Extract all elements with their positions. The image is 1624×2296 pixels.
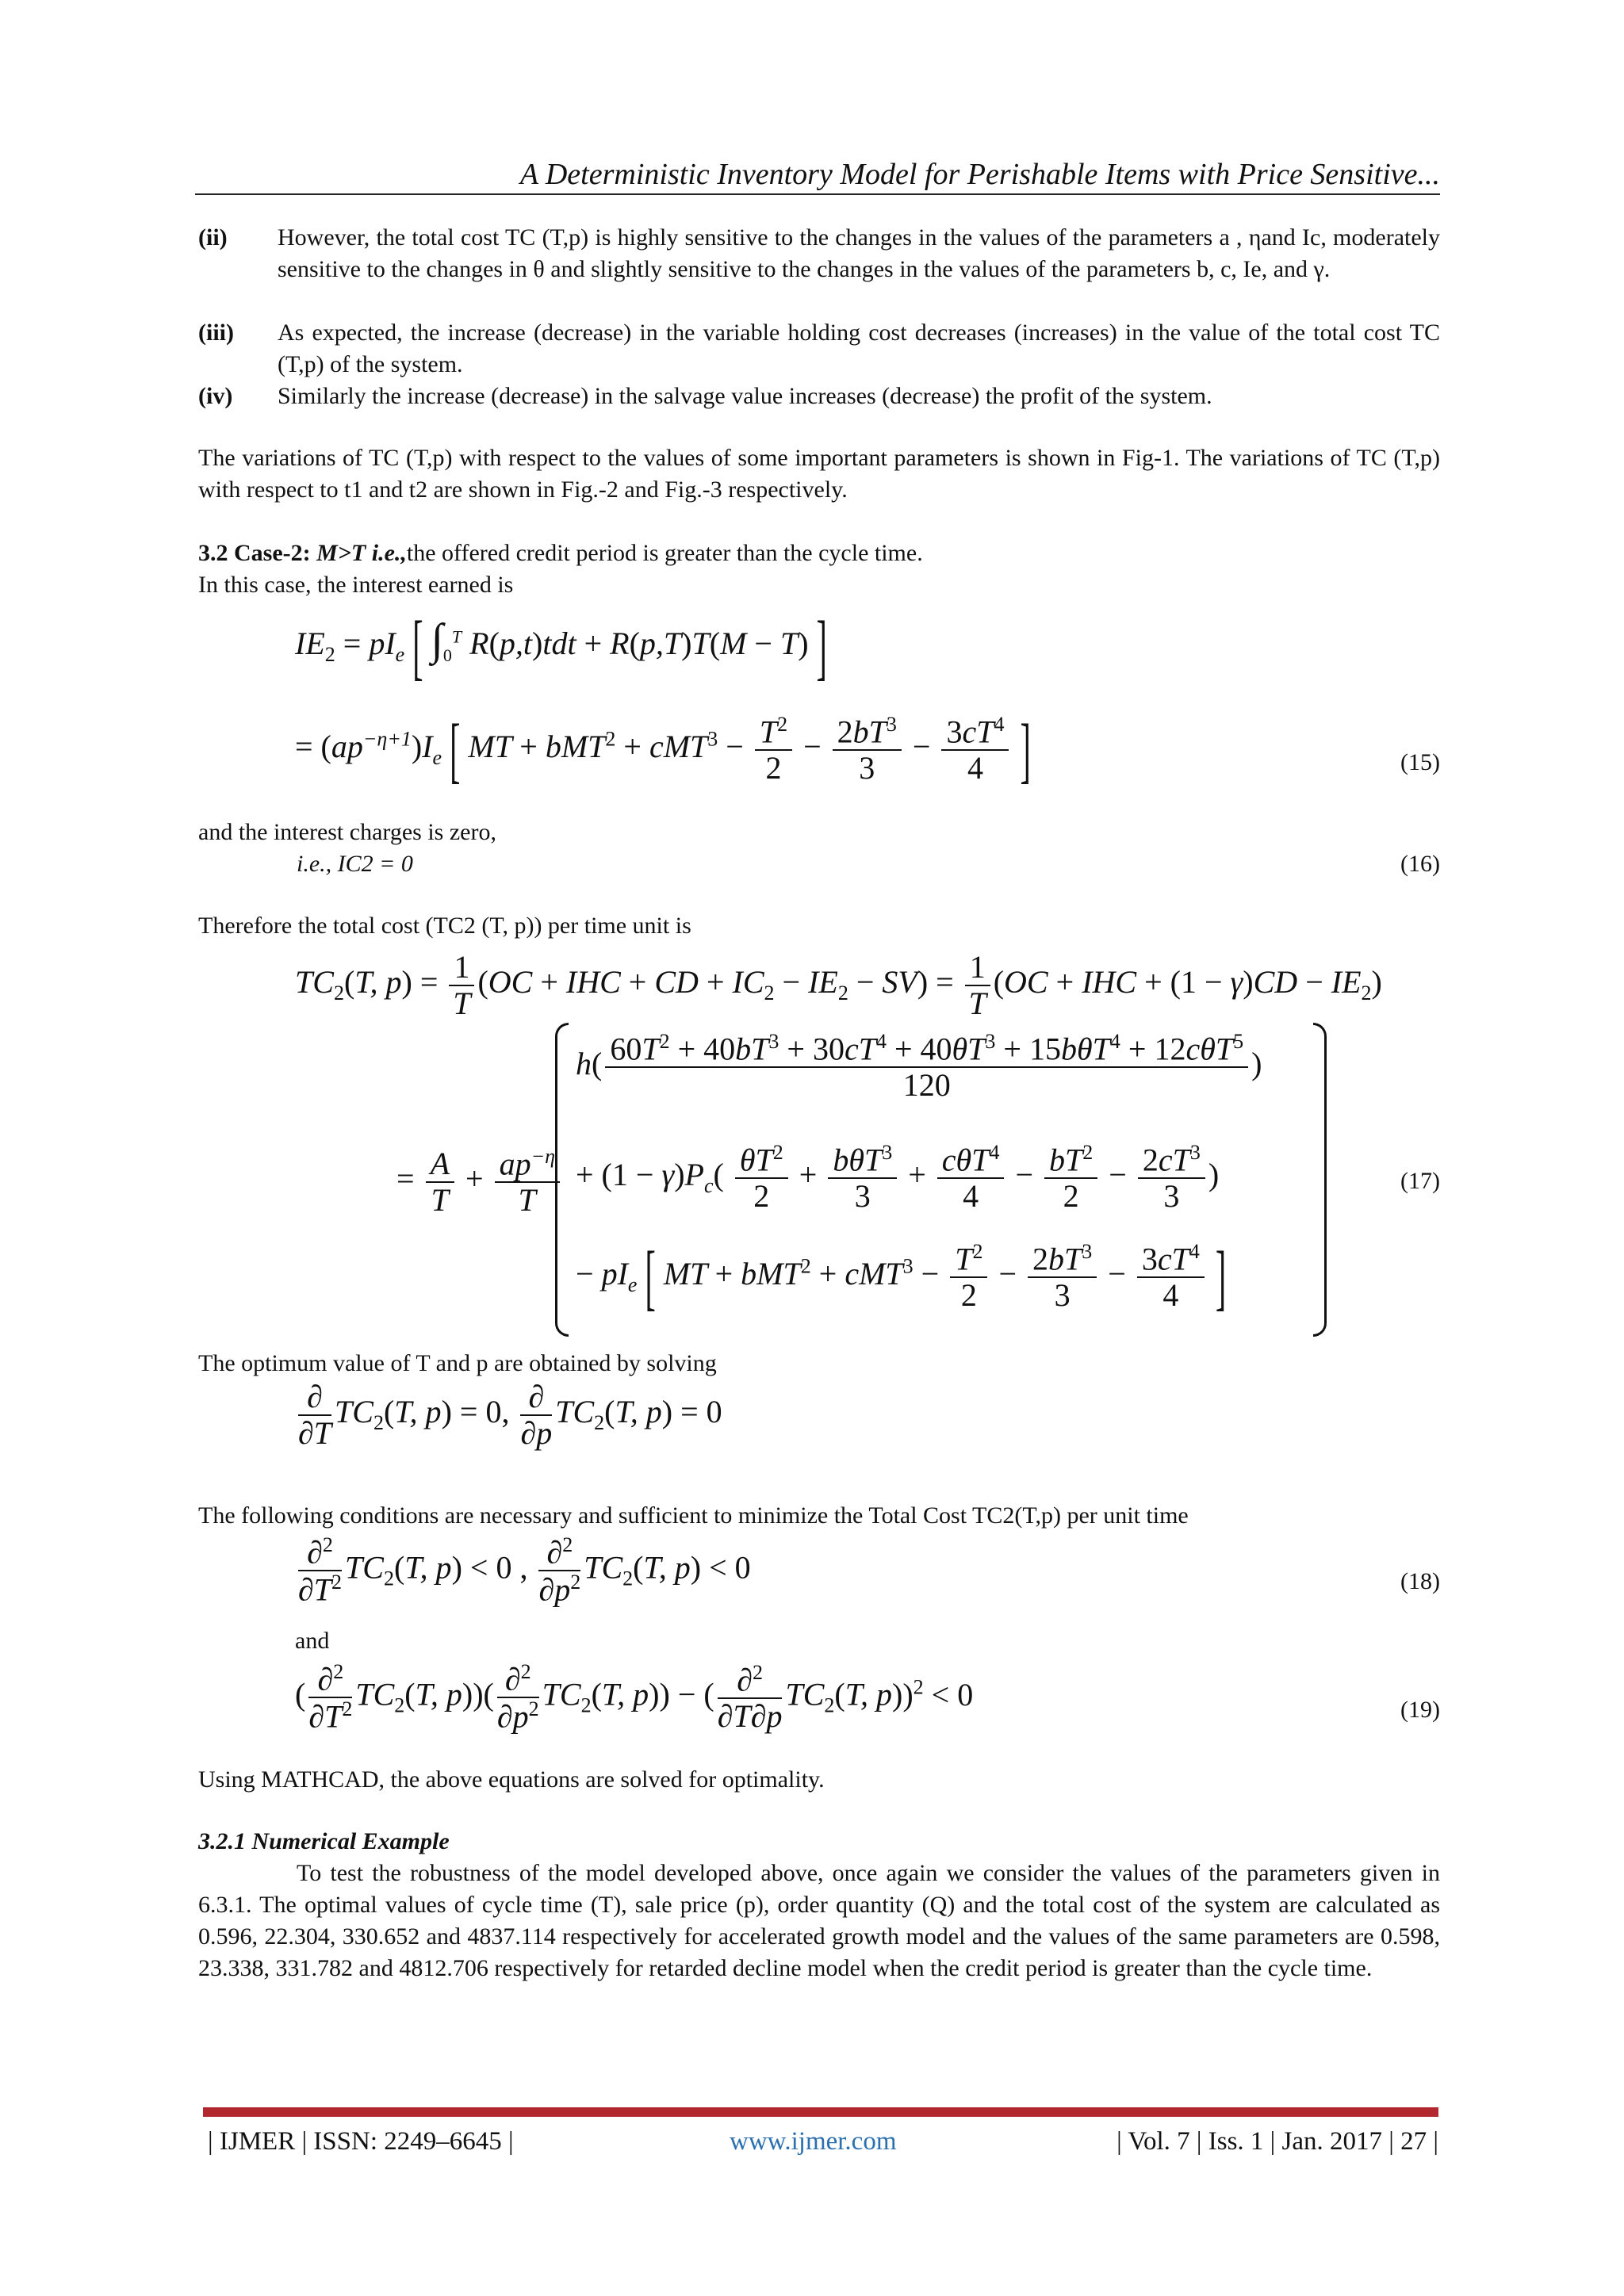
equation-tc2-interest: − $pI_e$ [ MT + bMT$^2$ + cMT$^3$ − $\frac{T^2}{2}$ − $\frac{2bT^3}{3}$ − $\frac{3cT^4}{4}$ ]: [576, 1235, 1227, 1318]
right-paren: [1313, 1023, 1327, 1337]
equation-tc2-prefix: = $\frac{A}{T}$ + $\frac{ap^{-\eta}}{T}$: [396, 1146, 563, 1218]
equation-first-order: $\frac{\partial}{\partial T}$ $TC_2(T$, p) = 0, $\frac{\partial}{\partial p}$ $TC_2(T$, p) = 0: [298, 1379, 722, 1451]
equation-ie2-line1: $IE_2 = pI_e$ [ $\int_0^T$ R(p,t)tdt + R(p,T)T(M − T) ]: [295, 605, 827, 688]
heading-bold-italic: M>T i.e.,: [316, 540, 407, 566]
total-cost-intro: Therefore the total cost (TC2 (T, p)) per time unit is: [198, 913, 691, 939]
equation-number: (19): [1400, 1697, 1440, 1723]
heading-bold: 3.2 Case-2:: [198, 540, 317, 566]
item-label: (iv): [198, 383, 233, 409]
footer-link[interactable]: www.ijmer.com: [730, 2127, 897, 2156]
optimum-intro: The optimum value of T and p are obtained by solving: [198, 1350, 717, 1376]
left-paren: [555, 1023, 569, 1337]
item-label: (ii): [198, 224, 228, 251]
list-item: [198, 222, 1440, 285]
item-text: As expected, the increase (decrease) in the variable holding cost decreases (increases) in the value of the total cost TC (T,p) of the system.: [278, 320, 1440, 377]
header-rule: [195, 193, 1440, 195]
equation-tc2-definition: $TC_2(T$, p) = $\frac{1}{T}$ (OC + IHC + CD + $IC_2 - IE_2 - SV$) = $\frac{1}{T}$ (OC + IHC + $(1 - \gamma)CD - IE_2$): [295, 949, 1382, 1021]
footer-journal: | IJMER | ISSN: 2249–6645 |: [208, 2127, 514, 2156]
interest-charges-text: and the interest charges is zero,: [198, 819, 496, 845]
and-word: and: [295, 1628, 330, 1654]
equation-number: (18): [1400, 1568, 1440, 1594]
equation-number: (16): [1400, 851, 1440, 877]
equation-18: $\frac{\partial^2}{\partial T^2}$ $TC_2(T$, p) < 0 , $\frac{\partial^2}{\partial p^2}$ $TC_2(T$, p) < 0: [298, 1533, 751, 1608]
equation-tc2-deterioration: + $(1 - \gamma)P_c$( $\frac{\theta T^2}{2}$ + $\frac{b\theta T^3}{3}$ + $\frac{c\theta T^4}{4}$ − $\frac{bT^2}{2}$ − $\frac{2cT^3}{3}$ ): [576, 1141, 1220, 1215]
footer-volume: | Vol. 7 | Iss. 1 | Jan. 2017 | 27 |: [1116, 2127, 1438, 2156]
conditions-intro: The following conditions are necessary and sufficient to minimize the Total Cost TC2(T,p) per unit time: [198, 1502, 1189, 1529]
running-head: A Deterministic Inventory Model for Perishable Items with Price Sensitive...: [519, 158, 1440, 191]
equation-tc2-holding: h( $\frac{60T^2 + 40bT^3 + 30cT^4 + 40\theta T^3 + 15b\theta T^4 + 12c\theta T^5}{120}$ ): [576, 1030, 1262, 1104]
interest-intro: In this case, the interest earned is: [198, 572, 514, 598]
section-heading: [198, 538, 1440, 569]
numerical-text: To test the robustness of the model developed above, once again we consider the values of the parameters given in 6.3.1. The optimal values of cycle time (T), sale price (p), order quantity (Q) and the total cost of the system are calculated as 0.596, 22.304, 330.652 and 4837.114 respectively for accelerated growth model and the values of the same parameters are 0.598, 23.338, 331.782 and 4812.706 respectively for retarded decline model when the credit period is greater than the cycle time.: [198, 1860, 1440, 1981]
item-text: However, the total cost TC (T,p) is highly sensitive to the changes in the values of the parameters a , ηand Ic, moderately sensitive to the changes in θ and slightly sensitive to the changes in the values of the parameters b, c, Ie, and γ.: [278, 224, 1440, 282]
equation-ie2-line2: = $(ap^{-\eta+1})I_e$ [ MT + bMT$^2$ + cMT$^3$ − $\frac{T^2}{2}$ − $\frac{2bT^3}{3}$ − $\frac{3cT^4}{4}$ ]: [295, 708, 1031, 791]
item-text: Similarly the increase (decrease) in the salvage value increases (decrease) the profit of the system.: [278, 383, 1212, 409]
equation-number: (17): [1400, 1168, 1440, 1194]
item-label: (iii): [198, 320, 234, 346]
heading-rest: the offered credit period is greater than the cycle time.: [406, 540, 923, 566]
equation-number: (15): [1400, 749, 1440, 775]
footer-bar: [203, 2107, 1438, 2117]
list-item: [198, 381, 1440, 412]
numerical-heading: 3.2.1 Numerical Example: [198, 1828, 450, 1854]
ic2-zero: i.e., IC2 = 0: [297, 851, 413, 877]
equation-19: ( $\frac{\partial^2}{\partial T^2}$ $TC_2(T$, p))( $\frac{\partial^2}{\partial p^2}$ $TC_2(T$, p)) − ( $\frac{\partial^2}{\partial T\partial p}$ $TC_2(T$, p))$^2$ < 0: [295, 1660, 974, 1735]
paragraph-variations: The variations of TC (T,p) with respect to the values of some important parameters is shown in Fig-1. The variations of TC (T,p) with respect to t1 and t2 are shown in Fig.-2 and Fig.-3 respectively.: [198, 445, 1440, 503]
list-item: [198, 317, 1440, 381]
mathcad-sentence: Using MATHCAD, the above equations are solved for optimality.: [198, 1766, 825, 1793]
